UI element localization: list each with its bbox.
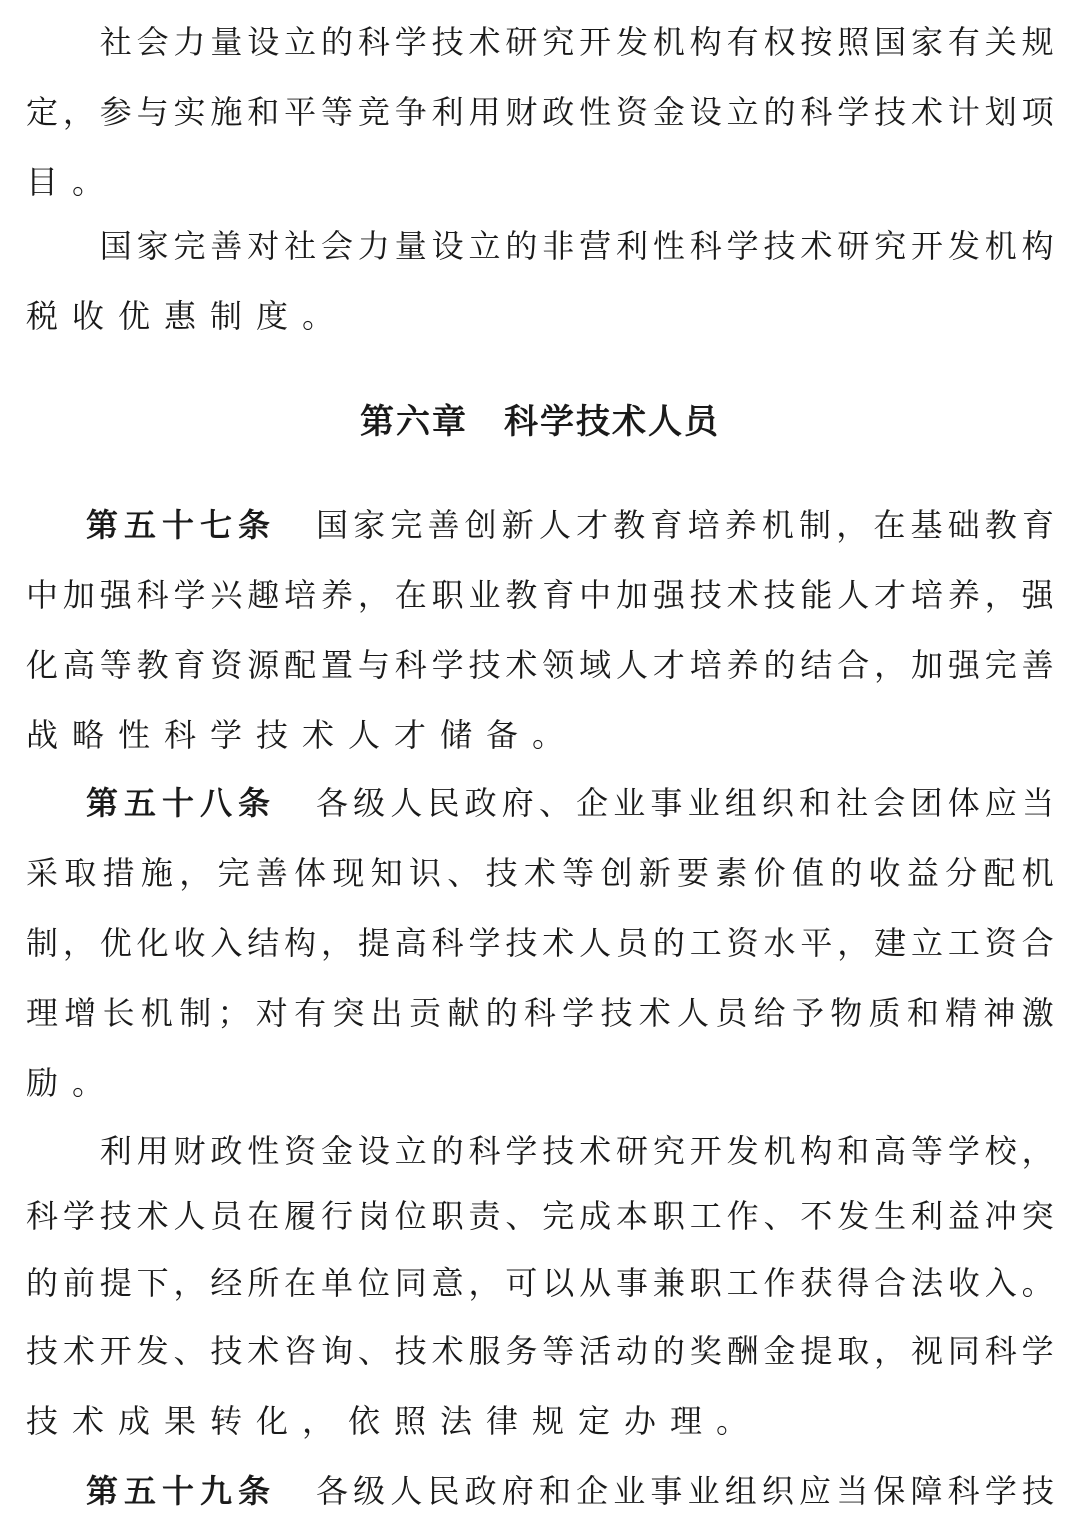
text-line: 税收优惠制度。: [26, 297, 349, 335]
text-line: 利 用 财 政 性 资 金 设 立 的 科 学 技 术 研 究 开 发 机 构 和 高 等 学 校 ，: [99, 1132, 1054, 1170]
text-line: 技 术 开 发 、 技 术 咨 询 、 技 术 服 务 等 活 动 的 奖 酬 金 提 取 ， 视 同 科 学: [26, 1332, 1054, 1370]
text-line: 社 会 力 量 设 立 的 科 学 技 术 研 究 开 发 机 构 有 权 按 照 国 家 有 关 规: [99, 23, 1054, 61]
text-line: 中 加 强 科 学 兴 趣 培 养 ， 在 职 业 教 育 中 加 强 技 术 技 能 人 才 培 养 ， 强: [26, 576, 1054, 614]
article-57-first-line: [26, 495, 1054, 555]
text-line: 国 家 完 善 对 社 会 力 量 设 立 的 非 营 利 性 科 学 技 术 研 究 开 发 机 构: [99, 227, 1054, 265]
text-line: 制 ， 优 化 收 入 结 构 ， 提 高 科 学 技 术 人 员 的 工 资 水 平 ， 建 立 工 资 合: [26, 924, 1054, 962]
text-line: 技术成果转化，依照法律规定办理。: [26, 1402, 763, 1440]
article-text: 各 级 人 民 政 府 和 企 业 事 业 组 织 应 当 保 障 科 学 技: [316, 1472, 1054, 1510]
text-line: 战略性科学技术人才储备。: [26, 716, 579, 754]
article-label: 第五十七条: [86, 506, 277, 544]
chapter-heading: [0, 392, 1080, 452]
text-line: 采 取 措 施 ， 完 善 体 现 知 识 、 技 术 等 创 新 要 素 价 值 的 收 益 分 配 机: [26, 854, 1054, 892]
article-text: 国 家 完 善 创 新 人 才 教 育 培 养 机 制 ， 在 基 础 教 育: [316, 506, 1054, 544]
text-line: 定 ， 参 与 实 施 和 平 等 竞 争 利 用 财 政 性 资 金 设 立 的 科 学 技 术 计 划 项: [26, 93, 1054, 131]
article-text: 各 级 人 民 政 府 、 企 业 事 业 组 织 和 社 会 团 体 应 当: [316, 784, 1054, 822]
text-line: 目。: [26, 163, 119, 201]
article-label: 第五十九条: [86, 1472, 277, 1510]
article-58-first-line: [26, 773, 1054, 833]
text-line: 理 增 长 机 制 ； 对 有 突 出 贡 献 的 科 学 技 术 人 员 给 予 物 质 和 精 神 激: [26, 994, 1054, 1032]
text-line: 科 学 技 术 人 员 在 履 行 岗 位 职 责 、 完 成 本 职 工 作 、 不 发 生 利 益 冲 突: [26, 1197, 1054, 1235]
article-label: 第五十八条: [86, 784, 277, 822]
chapter-title: 科学技术人员: [504, 402, 720, 442]
text-line: 励。: [26, 1064, 119, 1102]
article-59-first-line: [26, 1461, 1054, 1521]
chapter-number: 第六章: [360, 402, 468, 442]
text-line: 的 前 提 下 ， 经 所 在 单 位 同 意 ， 可 以 从 事 兼 职 工 作 获 得 合 法 收 入 。: [26, 1264, 1054, 1302]
text-line: 化 高 等 教 育 资 源 配 置 与 科 学 技 术 领 域 人 才 培 养 的 结 合 ， 加 强 完 善: [26, 646, 1054, 684]
